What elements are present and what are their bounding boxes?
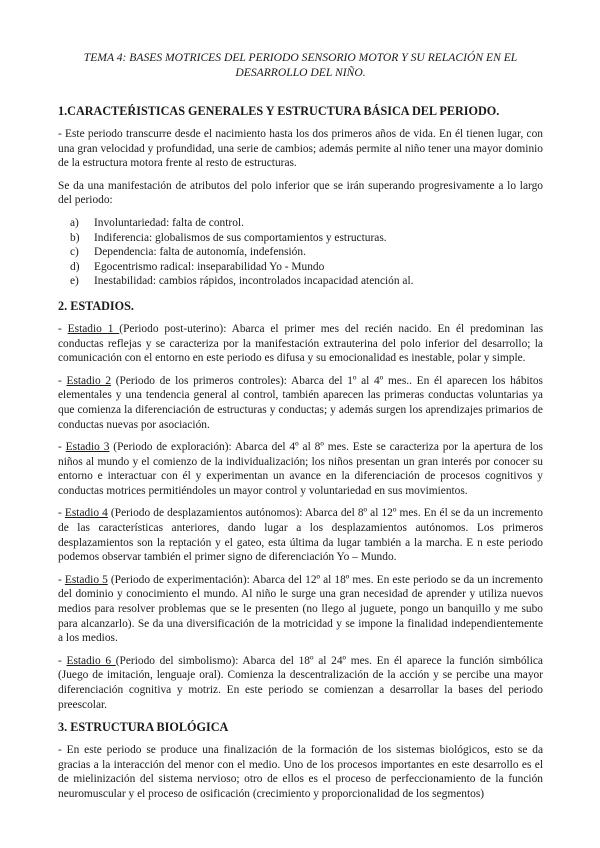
stage-text: (Periodo de experimentación): Abarca del 12º al 18º mes. En este periodo se da un incremento del dominio y conocimiento el mundo. Al niño le surge una gran necesidad de aprender y utiliza nuevos medios para resolver problemas que se le presenten (no llego al juguete, pongo un banquillo y me subo para alcanzarlo). Se da una diversificación de la motricidad y se impone la finalidad independientemente a los medios.	[58, 573, 543, 645]
stage-prefix: -	[58, 573, 65, 586]
list-item-text: Egocentrismo radical: inseparabilidad Yo - Mundo	[94, 260, 325, 273]
stage-label: Estadio 1	[67, 322, 120, 335]
list-item	[70, 231, 543, 246]
stage-paragraph	[58, 440, 543, 498]
stage-text: (Periodo de exploración): Abarca del 4º al 8º mes. Este se caracteriza por la apertura de los niños al mundo y el comienzo de la individualización; los niños presentan un gran interés por conocer su entorno e interactuar con él y experimentan un avance en la diferenciación de procesos cognitivos y conductas motrices permitiéndoles un mayor control y voluntariedad en sus movimientos.	[58, 441, 543, 497]
list-marker: a)	[70, 216, 79, 229]
stage-label: Estadio 5	[64, 573, 108, 586]
list-item	[70, 260, 543, 275]
stage-prefix: -	[58, 374, 67, 387]
stage-paragraph	[58, 573, 543, 646]
list-item-text: Involuntariedad: falta de control.	[94, 216, 244, 229]
stage-label: Estadio 3	[65, 441, 110, 454]
stage-prefix: -	[58, 654, 67, 667]
section-3-heading: 3. ESTRUCTURA BIOLÓGICA	[58, 720, 229, 735]
stage-text: (Periodo de desplazamientos autónomos): Abarca del 8º al 12º mes. En él se da un incremento de las características anteriores, dando lugar a los desplazamientos autónomos. Los primeros desplazamientos son la reptación y el gateo, esta última da lugar también a la marcha. E n este periodo podemos observar también el primer signo de diferenciación Yo – Mundo.	[58, 507, 543, 564]
list-marker: d)	[70, 260, 80, 273]
stage-text: (Periodo de los primeros controles): Abarca del 1º al 4º mes.. En él aparecen los hábitos elementales y una tendencia general al control, también aparecen las primeras conductas voluntarias ya que comienza la diferenciación de estructuras y conductas; y además surgen los aprendizajes primarios de conductas nuevas por asociación.	[58, 374, 543, 431]
stage-paragraph	[58, 506, 543, 564]
section-1-paragraph-1: - Este periodo transcurre desde el nacimiento hasta los dos primeros años de vida. En él tienen lugar, con una gran velocidad y profundidad, una serie de cambios; además permite al niño tener una mayor dominio de la estructura motora frente al resto de estructuras.	[58, 128, 543, 170]
stage-paragraph	[58, 374, 543, 432]
stage-text: (Periodo del simbolismo): Abarca del 18º al 24º mes. En él aparece la función simbólica (Juego de imitación, lenguaje oral). Comienza la descentralización de la acción y se percibe una mayor diferenciación cognitiva y motriz. En este periodo se comienzan a desarrollar la bases del periodo preescolar.	[58, 654, 543, 711]
list-item	[70, 274, 543, 289]
list-item	[70, 216, 543, 231]
stage-label: Estadio 6	[66, 654, 116, 667]
stage-paragraph	[58, 322, 543, 366]
list-item-text: Indiferencia: globalismos de sus comportamientos y estructuras.	[94, 231, 387, 244]
list-marker: e)	[70, 275, 79, 288]
stage-prefix: -	[58, 507, 65, 520]
list-item-text: Inestabilidad: cambios rápidos, incontrolados incapacidad atención al.	[94, 275, 414, 288]
document-title: TEMA 4: BASES MOTRICES DEL PERIODO SENSORIO MOTOR Y SU RELACIÓN EN EL DESARROLLO DEL NIÑO.	[83, 51, 518, 79]
stage-prefix: -	[58, 441, 66, 454]
attributes-list	[58, 216, 543, 289]
section-1-paragraph-2: Se da una manifestación de atributos del polo inferior que se irán superando progresivamente a lo largo del periodo:	[58, 179, 543, 207]
stage-label: Estadio 4	[64, 507, 108, 520]
stage-prefix: -	[58, 322, 68, 335]
section-3-paragraph-1: - En este periodo se produce una finalización de la formación de los sistemas biológicos, esto se da gracias a la interacción del menor con el medio. Uno de los procesos importantes en este desarrollo es el de mielinización del sistema nervioso; otro de ellos es el proceso de perfeccionamiento de la función neuromuscular y el proceso de osificación (crecimiento y proporcionalidad de los segmentos)	[58, 744, 543, 800]
stage-text: (Periodo post-uterino): Abarca el primer mes del recién nacido. En él predominan las conductas reflejas y se caracteriza por la manifestación extrauterina del polo inferior del desarrollo; la comunicación con el entorno en este periodo es difusa y su emocionalidad es inestable, polar y simple.	[58, 322, 543, 365]
list-marker: b)	[70, 231, 80, 244]
list-marker: c)	[70, 246, 79, 259]
section-2-heading: 2. ESTADIOS.	[58, 298, 134, 313]
section-1-heading: 1.CARACTEŔISTICAS GENERALES Y ESTRUCTURA BÁSICA DEL PERIODO.	[58, 104, 500, 118]
stage-label: Estadio 2	[66, 374, 112, 387]
stage-paragraph	[58, 654, 543, 712]
list-item	[70, 245, 543, 260]
list-item-text: Dependencia: falta de autonomía, indefensión.	[94, 246, 306, 259]
